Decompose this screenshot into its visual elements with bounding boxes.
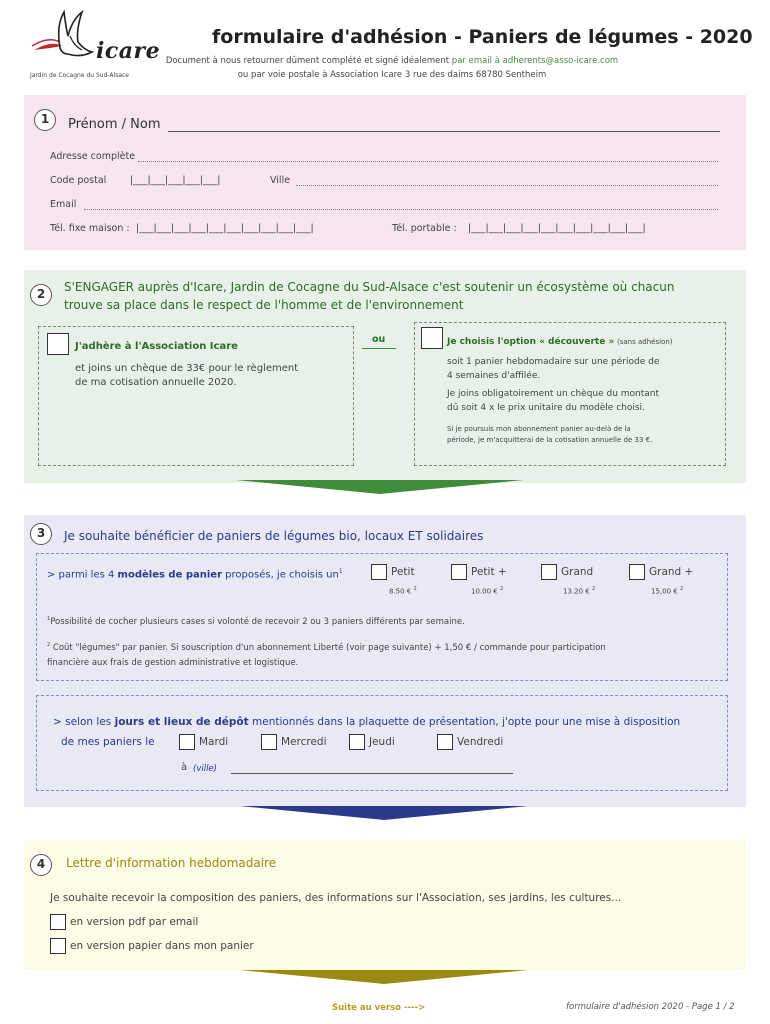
email-link[interactable]: par email à adherents@asso-icare.com: [451, 56, 619, 66]
discovery-note: (sans adhésion): [617, 338, 673, 346]
models-suffix: proposés, je choisis un: [222, 569, 339, 581]
city-field[interactable]: [231, 773, 513, 774]
newsletter-pdf-checkbox[interactable]: [50, 914, 66, 930]
footnote-2-line-2: financière aux frais de gestion administrative et logistique.: [47, 658, 299, 668]
newsletter-paper-checkbox[interactable]: [50, 938, 66, 954]
discovery-text-4: dû soit 4 x le prix unitaire du modèle choisi.: [447, 403, 645, 413]
membership-checkbox[interactable]: [47, 333, 69, 355]
delivery-bold: jours et lieux de dépôt: [114, 716, 249, 728]
delivery-box: [36, 695, 728, 791]
section-number: 2: [30, 284, 52, 306]
commitment-intro-line-1: S'ENGAGER auprès d'Icare, Jardin de Cocagne du Sud-Alsace c'est soutenir un écosystème où chacun: [64, 280, 675, 294]
footnote-mark: 2: [47, 642, 51, 648]
newsletter-pdf-label: en version pdf par email: [70, 916, 199, 928]
newsletter-intro: Je souhaite recevoir la composition des paniers, des informations sur l'Association, ses jardins, les cultures...: [50, 892, 622, 904]
discovery-title: Je choisis l'option « découverte »: [447, 337, 615, 347]
phone-mobile-field[interactable]: |___|___|___|___|___|___|___|___|___|___|: [468, 223, 646, 234]
delivery-intro: [53, 716, 680, 728]
city-prefix: à: [181, 762, 188, 773]
discovery-text-2: 4 semaines d'affilée.: [447, 371, 541, 381]
email-label: Email: [50, 199, 77, 210]
models-prefix: > parmi les 4: [47, 569, 118, 581]
continue-link[interactable]: Suite au verso ---->: [332, 1003, 426, 1013]
day-label: Jeudi: [369, 736, 395, 748]
address-field[interactable]: [138, 161, 718, 162]
city-label: (ville): [193, 764, 217, 774]
price-footnote-ref: 2: [413, 586, 417, 592]
baskets-heading: Je souhaite bénéficier de paniers de légumes bio, locaux ET solidaires: [64, 529, 484, 543]
postal-field[interactable]: |___|___|___|___|___|: [130, 175, 221, 186]
membership-title: J'adhère à l'Association Icare: [75, 341, 238, 352]
membership-text-1: et joins un chèque de 33€ pour le règlement: [75, 363, 299, 374]
or-label: ou: [372, 334, 386, 345]
page-info: formulaire d'adhésion 2020 - Page 1 / 2: [566, 1002, 735, 1012]
discovery-title-row: [447, 337, 673, 347]
day-checkbox[interactable]: [349, 734, 365, 750]
price-footnote-ref: 2: [499, 586, 504, 592]
basket-name: Petit: [391, 566, 415, 578]
basket-price: 8.50 €: [389, 587, 412, 596]
basket-price-row: [389, 586, 417, 595]
delivery-suffix: mentionnés dans la plaquette de présentation, j'opte pour une mise à disposition: [248, 716, 681, 728]
name-field[interactable]: [168, 131, 720, 132]
section-baskets: [24, 515, 746, 807]
basket-price: 15,00 €: [651, 587, 678, 596]
price-footnote-ref: 2: [591, 586, 596, 592]
city-label: Ville: [270, 175, 291, 186]
phone-home-label: Tél. fixe maison :: [50, 223, 130, 234]
name-label: Prénom / Nom: [68, 117, 161, 132]
discovery-small-1: Si je poursuis mon abonnement panier au-delà de la: [447, 425, 631, 433]
newsletter-paper-label: en version papier dans mon panier: [70, 940, 254, 952]
models-bold: modèles de panier: [117, 569, 222, 581]
price-footnote-ref: 2: [679, 586, 684, 592]
or-underline: [362, 348, 396, 349]
footnote-text: Possibilité de cocher plusieurs cases si volonté de recevoir 2 ou 3 paniers différents par semaine.: [50, 616, 465, 627]
day-checkbox[interactable]: [179, 734, 195, 750]
commitment-intro-line-2: trouve sa place dans le respect de l'homme et de l'environnement: [64, 298, 464, 312]
basket-checkbox[interactable]: [371, 564, 387, 580]
logo-subtitle: Jardin de Cocagne du Sud-Alsace: [30, 72, 129, 79]
instructions-text: Document à nous retourner dûment complété et signé idéalement: [165, 56, 452, 66]
instructions-line-1: [72, 56, 712, 66]
basket-name: Petit +: [471, 566, 507, 578]
discovery-small-2: période, je m'acquitterai de la cotisation annuelle de 33 €.: [447, 436, 653, 444]
membership-text-2: de ma cotisation annuelle 2020.: [75, 377, 237, 388]
section-number: 4: [30, 854, 52, 876]
postal-label: Code postal: [50, 175, 107, 186]
instructions-line-2: ou par voie postale à Association Icare 3 rue des daims 68780 Sentheim: [237, 70, 547, 80]
delivery-line-2: de mes paniers le: [61, 736, 155, 748]
email-field[interactable]: [84, 209, 718, 210]
address-label: Adresse complète: [50, 151, 136, 162]
day-label: Mercredi: [281, 736, 327, 748]
membership-option: [38, 326, 354, 466]
footnote-1: [47, 616, 465, 627]
basket-checkbox[interactable]: [629, 564, 645, 580]
discovery-checkbox[interactable]: [421, 327, 443, 349]
day-label: Mardi: [199, 736, 229, 748]
basket-price: 10.00 €: [471, 587, 498, 596]
basket-price-row: [471, 586, 503, 595]
basket-models-box: [36, 553, 728, 681]
city-field[interactable]: [296, 185, 718, 186]
section-number: 1: [34, 109, 56, 131]
section-divider-blue: [240, 806, 528, 820]
section-newsletter: [24, 840, 746, 970]
footnote-2-line-1: [47, 642, 606, 653]
discovery-text-1: soit 1 panier hebdomadaire sur une période de: [447, 357, 660, 367]
discovery-option: [414, 322, 726, 466]
delivery-prefix: > selon les: [53, 716, 115, 728]
page-title: formulaire d'adhésion - Paniers de légumes - 2020: [212, 26, 753, 48]
basket-price: 13.20 €: [563, 587, 590, 596]
models-intro: [47, 568, 343, 580]
phone-mobile-label: Tél. portable :: [392, 223, 457, 234]
newsletter-heading: Lettre d'information hebdomadaire: [66, 856, 277, 870]
day-checkbox[interactable]: [437, 734, 453, 750]
logo-wordmark: icare: [96, 38, 161, 64]
footnote-mark: 1: [47, 616, 51, 622]
basket-price-row: [651, 586, 683, 595]
basket-checkbox[interactable]: [541, 564, 557, 580]
models-footnote-ref: 1: [338, 568, 343, 575]
basket-price-row: [563, 586, 595, 595]
basket-name: Grand: [561, 566, 594, 578]
section-identity: [24, 95, 746, 250]
basket-name: Grand +: [649, 566, 694, 578]
discovery-text-3: Je joins obligatoirement un chèque du montant: [447, 389, 660, 399]
day-checkbox[interactable]: [261, 734, 277, 750]
footnote-text: Coût "légumes" par panier. Si souscription d'un abonnement Liberté (voir page suivante) + 1,50 € / commande pour participation: [52, 642, 606, 653]
section-divider-olive: [240, 970, 528, 984]
section-commitment: [24, 270, 746, 483]
day-label: Vendredi: [457, 736, 504, 748]
phone-home-field[interactable]: |___|___|___|___|___|___|___|___|___|___|: [136, 223, 314, 234]
section-number: 3: [30, 523, 52, 545]
section-divider-green: [236, 480, 524, 494]
basket-checkbox[interactable]: [451, 564, 467, 580]
